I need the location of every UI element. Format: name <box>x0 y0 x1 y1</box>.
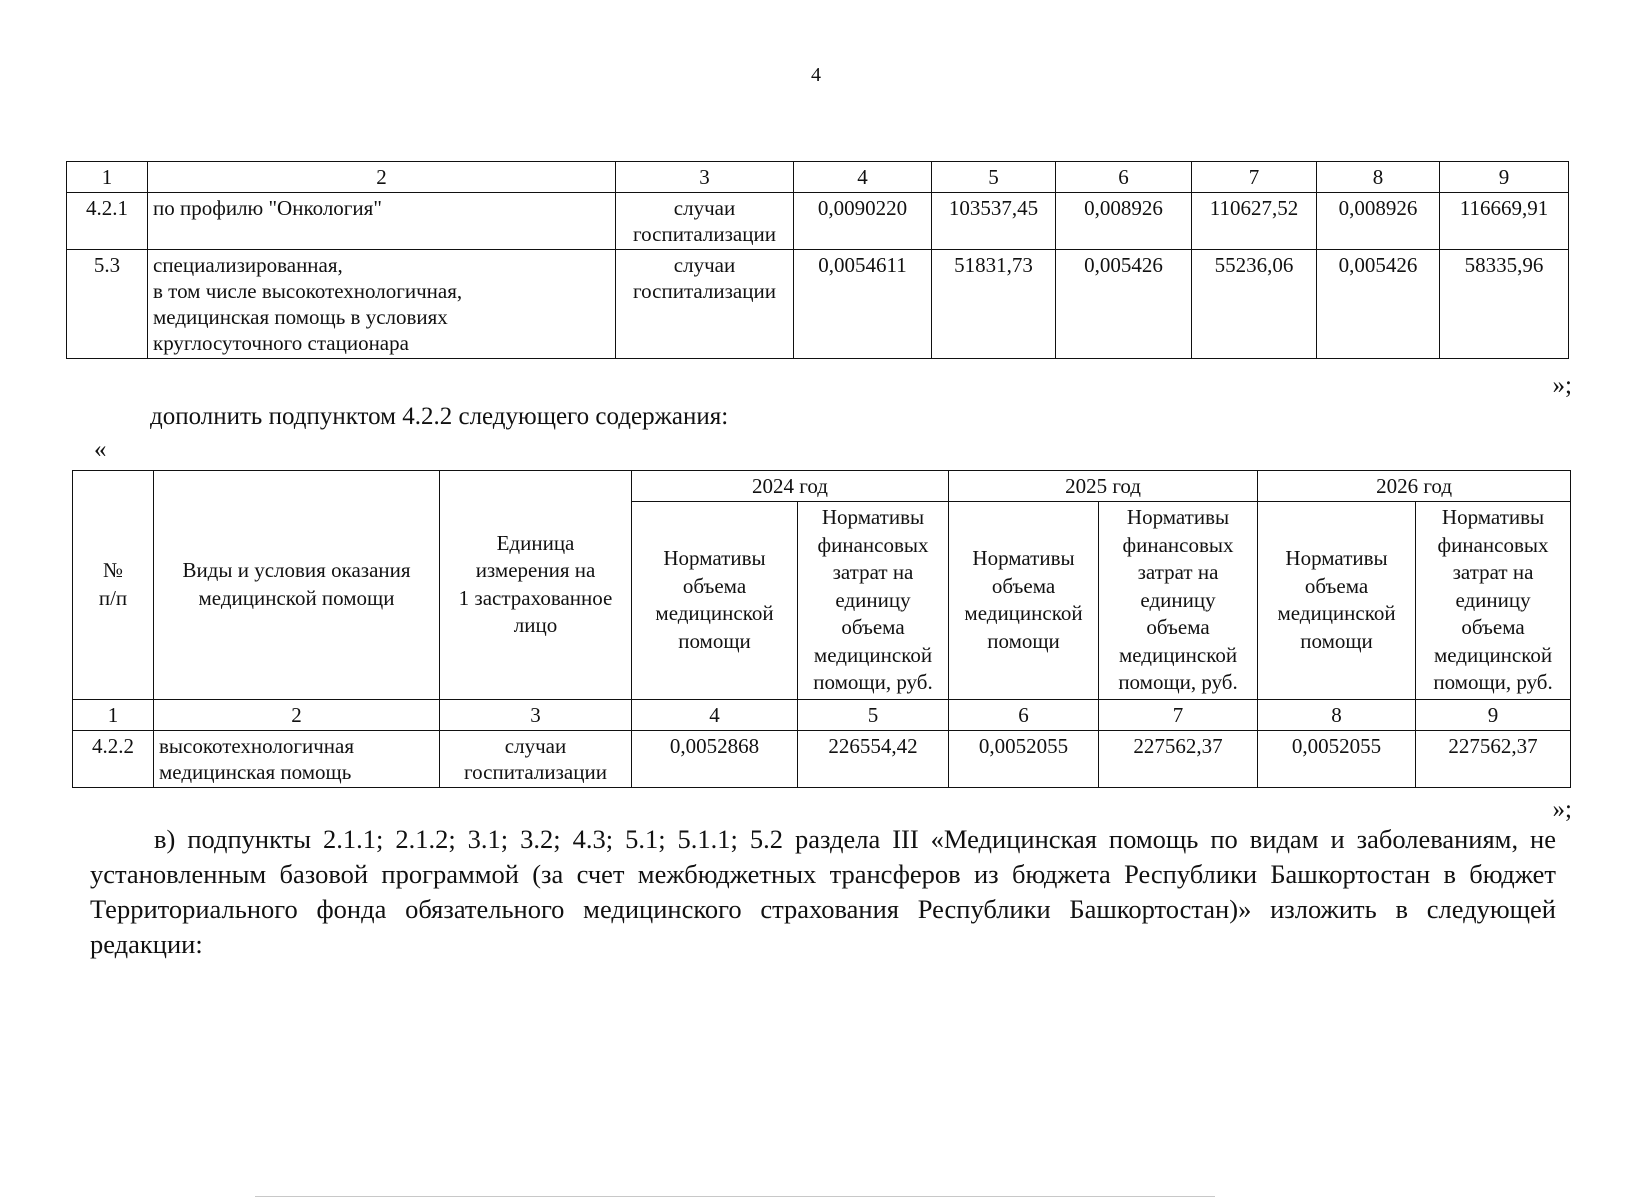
closing-quote: »; <box>1552 796 1572 823</box>
header-line: единицу <box>1140 587 1216 612</box>
table-row <box>67 193 1569 250</box>
new-subitem-table <box>72 470 1571 788</box>
header-line: единицу <box>1455 587 1531 612</box>
unit-line: госпитализации <box>464 759 607 784</box>
header-row-years <box>73 471 1571 502</box>
header-line: измерения на <box>475 558 596 583</box>
header-line: помощи, руб. <box>1433 670 1553 694</box>
column-number: 7 <box>1192 162 1317 193</box>
header-line: помощи <box>1300 628 1373 653</box>
column-number: 7 <box>1099 699 1258 730</box>
paragraph-v-text: в) подпункты 2.1.1; 2.1.2; 3.1; 3.2; 4.3; 5.1; 5.1.1; 5.2 раздела III «Медицинская помощь по видам и заболеваниям, не установленным базовой программой (за счет межбюджетных трансферов из бюджета Республики Башкортостан в бюджет Территориального фонда обязательного медицинского страхования Республики Башкортостан)» изложить в следующей редакции: <box>90 824 1556 959</box>
column-number: 5 <box>932 162 1056 193</box>
header-line: объема <box>991 573 1056 598</box>
table-row <box>73 730 1571 787</box>
top-table-column-numbers <box>67 162 1569 193</box>
header-unit <box>440 471 632 700</box>
header-line: объема <box>1461 615 1525 639</box>
header-line: Виды и условия оказания <box>182 558 411 583</box>
header-line: финансовых <box>1437 532 1549 557</box>
scan-edge-line <box>255 1196 1215 1197</box>
header-line: 1 застрахованное <box>458 585 613 610</box>
header-line: помощи <box>987 628 1060 653</box>
value-cell: 0,0052055 <box>949 730 1099 787</box>
column-number: 8 <box>1258 699 1416 730</box>
header-cost-norm <box>1416 502 1571 700</box>
header-line: № <box>102 558 124 583</box>
value-cell: 58335,96 <box>1440 250 1569 359</box>
value-cell: 0,005426 <box>1056 250 1192 359</box>
value-cell: 116669,91 <box>1440 193 1569 250</box>
header-cost-norm <box>1099 502 1258 700</box>
header-line: помощи, руб. <box>813 670 933 694</box>
care-kind-line: круглосуточного стационара <box>153 331 409 355</box>
header-line: затрат на <box>832 560 914 584</box>
header-line: медицинской <box>1118 642 1238 667</box>
value-cell: 0,005426 <box>1317 250 1440 359</box>
header-line: п/п <box>98 585 128 610</box>
header-line: медицинской <box>655 601 774 626</box>
header-volume-norm <box>632 502 798 700</box>
row-number: 5.3 <box>67 250 148 359</box>
care-kind-cell <box>148 250 616 359</box>
value-cell: 0,0052055 <box>1258 730 1416 787</box>
value-cell: 103537,45 <box>932 193 1056 250</box>
care-kind-cell <box>148 193 616 250</box>
column-number: 4 <box>632 699 798 730</box>
table-row <box>67 250 1569 359</box>
closing-quote: »; <box>1552 372 1572 399</box>
column-number: 1 <box>67 162 148 193</box>
column-number: 2 <box>154 699 440 730</box>
column-number: 8 <box>1317 162 1440 193</box>
row-number: 4.2.2 <box>73 730 154 787</box>
paragraph-v <box>90 822 1556 962</box>
column-number: 9 <box>1440 162 1569 193</box>
care-kind-line: медицинская помощь в условиях <box>153 305 448 329</box>
unit-line: случаи <box>673 196 736 220</box>
unit-cell <box>616 193 794 250</box>
unit-cell <box>440 730 632 787</box>
column-number: 9 <box>1416 699 1571 730</box>
unit-line: случаи <box>504 733 567 758</box>
header-care-kind <box>154 471 440 700</box>
care-kind-line: высокотехнологичная <box>159 733 354 758</box>
column-number: 1 <box>73 699 154 730</box>
header-line: затрат на <box>1137 560 1219 584</box>
column-number: 3 <box>616 162 794 193</box>
value-cell: 0,0090220 <box>794 193 932 250</box>
header-line: помощи <box>678 628 751 653</box>
value-cell: 0,008926 <box>1317 193 1440 250</box>
header-line: Нормативы <box>821 505 925 529</box>
header-line: объема <box>841 615 905 639</box>
header-line: финансовых <box>1122 532 1234 557</box>
care-kind-line: медицинская помощь <box>159 759 352 784</box>
header-line: лицо <box>513 613 558 638</box>
top-table <box>66 161 1569 359</box>
header-year-2026: 2026 год <box>1258 471 1571 502</box>
column-number: 6 <box>1056 162 1192 193</box>
column-number: 6 <box>949 699 1099 730</box>
new-table-column-numbers <box>73 699 1571 730</box>
header-line: помощи, руб. <box>1118 670 1238 694</box>
value-cell: 110627,52 <box>1192 193 1317 250</box>
unit-line: госпитализации <box>633 222 776 246</box>
value-cell: 0,008926 <box>1056 193 1192 250</box>
page-number: 4 <box>811 64 821 86</box>
header-line: Единица <box>496 530 575 555</box>
unit-line: случаи <box>673 253 736 277</box>
care-kind-line: специализированная, <box>153 253 343 277</box>
header-cost-norm <box>798 502 949 700</box>
opening-quote: « <box>94 436 107 463</box>
header-line: медицинской <box>813 642 933 667</box>
header-line: Нормативы <box>1126 505 1230 529</box>
header-line: медицинской <box>964 601 1083 626</box>
header-number <box>73 471 154 700</box>
care-kind-line: в том числе высокотехнологичная, <box>153 279 463 303</box>
intro-text: дополнить подпунктом 4.2.2 следующего содержания: <box>150 403 729 430</box>
column-number: 2 <box>148 162 616 193</box>
header-line: медицинской помощи <box>198 585 395 610</box>
header-line: объема <box>1146 615 1210 639</box>
care-kind-cell <box>154 730 440 787</box>
header-line: Нормативы <box>972 546 1075 571</box>
header-volume-norm <box>949 502 1099 700</box>
row-number: 4.2.1 <box>67 193 148 250</box>
header-line: объема <box>1304 573 1369 598</box>
value-cell: 0,0054611 <box>794 250 932 359</box>
value-cell: 227562,37 <box>1099 730 1258 787</box>
column-number: 4 <box>794 162 932 193</box>
header-year-2024: 2024 год <box>632 471 949 502</box>
header-line: Нормативы <box>1441 505 1545 529</box>
header-year-2025: 2025 год <box>949 471 1258 502</box>
value-cell: 226554,42 <box>798 730 949 787</box>
header-line: медицинской <box>1433 642 1553 667</box>
value-cell: 55236,06 <box>1192 250 1317 359</box>
column-number: 3 <box>440 699 632 730</box>
care-kind-line: по профилю "Онкология" <box>153 196 382 220</box>
unit-line: госпитализации <box>633 279 776 303</box>
header-line: затрат на <box>1452 560 1534 584</box>
value-cell: 227562,37 <box>1416 730 1571 787</box>
header-line: Нормативы <box>663 546 766 571</box>
header-line: единицу <box>835 587 911 612</box>
column-number: 5 <box>798 699 949 730</box>
header-line: финансовых <box>817 532 929 557</box>
header-line: медицинской <box>1277 601 1396 626</box>
header-volume-norm <box>1258 502 1416 700</box>
header-line: Нормативы <box>1285 546 1388 571</box>
unit-cell <box>616 250 794 359</box>
header-line: объема <box>682 573 747 598</box>
value-cell: 0,0052868 <box>632 730 798 787</box>
value-cell: 51831,73 <box>932 250 1056 359</box>
